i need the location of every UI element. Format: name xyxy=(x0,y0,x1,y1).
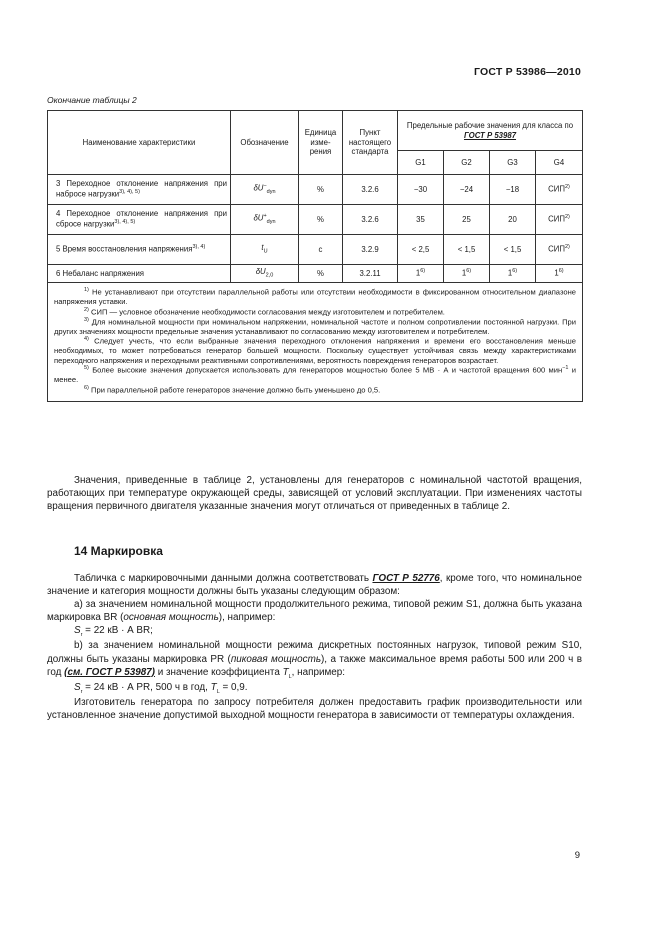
section-title: 14 Маркировка xyxy=(74,544,163,558)
document-id-header: ГОСТ Р 53986—2010 xyxy=(473,66,581,78)
row-symbol: $\delta U^+_{dyn}$ xyxy=(231,205,299,235)
row-clause: 3.2.9 xyxy=(343,235,398,265)
table-caption: Окончание таблицы 2 xyxy=(47,95,137,105)
footnote: $^{4)}$ Следует учесть, что если выбранные значения переходного отклонения напряжения и времени его восстановления меньше необходимых, то может потребоваться генератор большей мощности. Поскольку существует устойчивая связь между характеристиками переходного напряжения и переходными реактивными сопротивлениями, вероятность повреждения генераторов возрастает. xyxy=(54,336,576,365)
header-class-g4: G4 xyxy=(536,151,583,175)
row-unit: с xyxy=(299,235,343,265)
row-symbol: $t_U$ xyxy=(231,235,299,265)
footnote: $^{2)}$ СИП — условное обозначение необходимости согласования между изготовителем и потребителем. xyxy=(84,306,445,317)
row-symbol: $\delta U^-_{dyn}$ xyxy=(231,175,299,205)
row-clause: 3.2.6 xyxy=(343,175,398,205)
row-g1: 1$^{6)}$ xyxy=(398,265,444,283)
header-symbol: Обозначение xyxy=(231,111,299,175)
table-row xyxy=(48,235,583,265)
paragraph: Изготовитель генератора по запросу потребителя должен предоставить график производительности или установленное значение допустимой выходной мощности генератора в зависимости от температуры охлаждения. xyxy=(47,697,582,722)
standard-reference-link[interactable]: (см. ГОСТ Р 53987) xyxy=(64,666,155,678)
row-clause: 3.2.6 xyxy=(343,205,398,235)
row-g1: −30 xyxy=(398,175,444,205)
table-2 xyxy=(47,110,583,402)
header-clause: Пункт настоящего стандарта xyxy=(343,111,398,175)
row-g4: СИП$^{2)}$ xyxy=(536,175,583,205)
row-g2: 25 xyxy=(444,205,490,235)
footnote: $^{5)}$ Более высокие значения допускается использовать для генераторов мощностью более 5 МВ · А и частотой вращения 600 мин$^{-1}$ и менее. xyxy=(54,365,576,385)
footnote: $^{3)}$ Для номинальной мощности при номинальном напряжении, номинальной частоте и полном сопротивлении постоянной нагрузки. При других значениях мощности предельные значения устанавливают по согласованию между изготовителем и потребителем. xyxy=(54,316,576,336)
row-g4: СИП$^{2)}$ xyxy=(536,235,583,265)
header-class-g1: G1 xyxy=(398,151,444,175)
paragraph-after-table: Значения, приведенные в таблице 2, установлены для генераторов с номинальной частотой вращения, работающих при температуре окружающей среды, зависящей от условий эксплуатации. При изменениях частоты вращения первичного двигателя указанные значения могут отличаться от приведенных в таблице 2. xyxy=(47,475,582,513)
header-class-g2: G2 xyxy=(444,151,490,175)
row-g2: 1$^{6)}$ xyxy=(444,265,490,283)
row-g4: 1$^{6)}$ xyxy=(536,265,583,283)
header-limits-ref: ГОСТ Р 53987 xyxy=(463,130,517,140)
table-row xyxy=(48,175,583,205)
standard-reference-link[interactable]: ГОСТ Р 52776 xyxy=(372,573,440,584)
row-g2: < 1,5 xyxy=(444,235,490,265)
row-g3: −18 xyxy=(490,175,536,205)
table-row xyxy=(48,205,583,235)
table-row xyxy=(48,265,583,283)
row-name: 4 Переходное отклонение напряжения при сбросе нагрузки xyxy=(56,209,227,229)
row-unit: % xyxy=(299,175,343,205)
footnote: $^{6)}$ При параллельной работе генераторов значение должно быть уменьшено до 0,5. xyxy=(84,384,381,395)
row-name: 3 Переходное отклонение напряжения при набросе нагрузки xyxy=(56,179,227,199)
header-limits xyxy=(398,111,583,151)
page-number: 9 xyxy=(574,850,580,861)
row-g2: −24 xyxy=(444,175,490,205)
row-clause: 3.2.11 xyxy=(343,265,398,283)
header-unit: Единица изме-рения xyxy=(299,111,343,175)
paragraph: а) за значением номинальной мощности продолжительного режима, типовой режим S1, должна быть указана маркировка BR (основная мощность), например: xyxy=(47,599,582,624)
table-notes-row xyxy=(48,283,583,402)
header-limits-text: Предельные рабочие значения для класса по xyxy=(406,120,574,130)
row-g3: < 1,5 xyxy=(490,235,536,265)
row-g3: 1$^{6)}$ xyxy=(490,265,536,283)
row-unit: % xyxy=(299,205,343,235)
header-class-g3: G3 xyxy=(490,151,536,175)
row-g1: 35 xyxy=(398,205,444,235)
row-g3: 20 xyxy=(490,205,536,235)
paragraph: Табличка с маркировочными данными должна соответствовать ГОСТ Р 52776, кроме того, что номинальное значение и категория мощности должны быть указаны следующим образом: xyxy=(47,573,582,598)
row-symbol: $\delta U_{2,0}$ xyxy=(231,265,299,283)
row-unit: % xyxy=(299,265,343,283)
header-name: Наименование характеристики xyxy=(48,111,231,175)
row-name: 5 Время восстановления напряжения xyxy=(56,244,193,254)
row-name: 6 Небаланс напряжения xyxy=(48,265,231,283)
section-body xyxy=(47,572,582,722)
example-line: $S_r = 22$ кВ · А BR; xyxy=(74,625,153,639)
paragraph: b) за значением номинальной мощности режима дискретных постоянных нагрузок, типовой режим S10, должны быть указаны маркировка PR (пиковая мощность), а также максимальное время работы 500 или 200 ч в год (см. ГОСТ Р 53987) и значение коэффициента $T_L$, например: xyxy=(47,640,582,680)
row-name-footnote: 3), 4), 5) xyxy=(119,189,140,196)
row-g4: СИП$^{2)}$ xyxy=(536,205,583,235)
example-line: $S_r = 24$ кВ · А PR, 500 ч в год, $T_L = 0,9$. xyxy=(74,681,248,695)
footnote: $^{1)}$ Не устанавливают при отсутствии параллельной работы или отсутствии необходимости в фиксированном относительном диапазоне напряжения уставки. xyxy=(54,287,576,307)
row-name-footnote: 3), 4) xyxy=(192,244,206,251)
table-notes xyxy=(48,283,583,402)
row-name-footnote: 3), 4), 5) xyxy=(114,219,136,226)
row-g1: < 2,5 xyxy=(398,235,444,265)
